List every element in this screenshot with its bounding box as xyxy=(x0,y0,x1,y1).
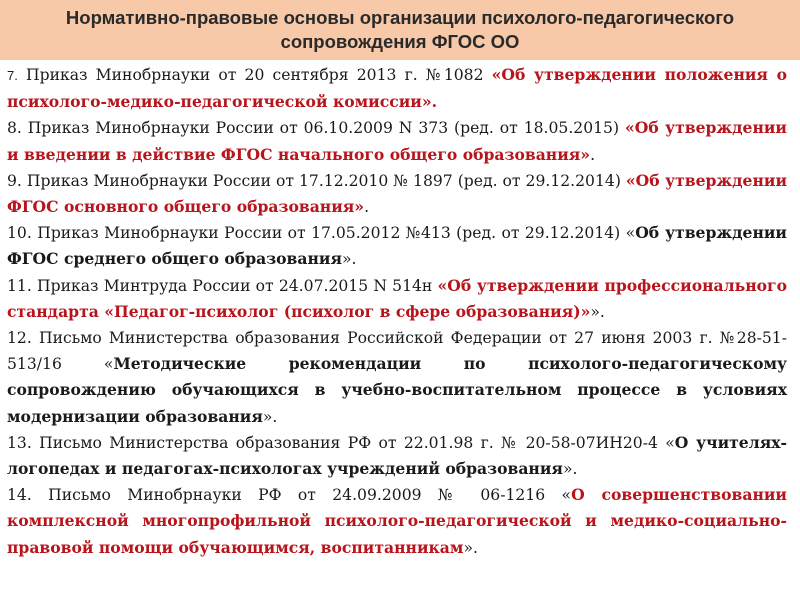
item-title: Методические рекомендации по психолого-педагогическому сопровождению обучающихся в учебно-воспитательном процессе в условиях модернизации образования xyxy=(7,354,787,426)
list-item-11 xyxy=(7,273,787,325)
item-text: Приказ Минобрнауки России от 17.12.2010 № 1897 (ред. от 29.12.2014) xyxy=(21,171,626,190)
item-suffix: ». xyxy=(342,250,357,269)
item-text: Приказ Минобрнауки России от 17.05.2012 №413 (ред. от 29.12.2014) « xyxy=(31,224,636,243)
item-number: 9. xyxy=(7,171,22,190)
item-text: Приказ Минобрнауки России от 06.10.2009 N 373 (ред. от 18.05.2015) xyxy=(21,119,625,138)
item-suffix: . xyxy=(590,145,596,164)
item-text: Приказ Минобрнауки от 20 сентября 2013 г. №1082 xyxy=(17,66,492,84)
slide-title-line-2: сопровождения ФГОС ОО xyxy=(280,31,520,52)
list-item-13 xyxy=(7,430,787,482)
item-number: 13. xyxy=(7,433,32,452)
list-item-9 xyxy=(7,168,787,220)
item-suffix: ». xyxy=(590,302,605,321)
slide-title xyxy=(30,6,770,54)
item-number: 11. xyxy=(7,276,32,295)
slide-title-line-1: Нормативно-правовые основы организации психолого-педагогического xyxy=(65,7,735,28)
item-number: 10. xyxy=(7,224,32,243)
item-title: «Об утверждении ФГОС основного общего образования» xyxy=(7,170,788,217)
item-suffix: . xyxy=(364,198,370,217)
item-number: 12. xyxy=(7,329,32,348)
item-suffix: ». xyxy=(463,538,478,557)
item-text: Письмо Минобрнауки РФ от 24.09.2009 № 06-1216 « xyxy=(31,486,572,505)
item-suffix: ». xyxy=(562,460,578,479)
document-list xyxy=(7,62,787,561)
item-number: 14. xyxy=(7,486,32,505)
item-text: Приказ Минтруда России от 24.07.2015 N 514н xyxy=(31,276,438,295)
item-text: Письмо Министерства образования РФ от 22.01.98 г. № 20-58-07ИН20-4 « xyxy=(31,433,675,452)
list-item-12 xyxy=(7,325,787,430)
item-title: Об утверждении ФГОС среднего общего образования xyxy=(7,223,787,269)
item-number: 7. xyxy=(7,68,18,83)
list-item-8 xyxy=(7,115,787,167)
item-number: 8. xyxy=(7,119,22,138)
item-title: «Об утверждении профессионального стандарта «Педагог-психолог (психолог в сфере образования)» xyxy=(7,275,787,321)
item-title: О учителях-логопедах и педагогах-психологах учреждений образования xyxy=(7,432,788,479)
item-title: «Об утверждении и введении в действие ФГОС начального общего образования» xyxy=(7,118,788,164)
list-item-7 xyxy=(7,62,787,115)
item-title: «Об утверждении положения о психолого-медико-педагогической комиссии». xyxy=(7,65,787,112)
list-item-14 xyxy=(7,482,787,561)
item-text: Письмо Министерства образования Российской Федерации от 27 июня 2003 г. №28-51-513/16 « xyxy=(7,329,787,374)
list-item-10 xyxy=(7,220,787,272)
slide-header xyxy=(0,0,800,60)
item-title: О совершенствовании комплексной многопрофильной психолого-педагогической и медико-социально-правовой помощи обучающимся, воспитанникам xyxy=(7,485,787,557)
item-suffix: ». xyxy=(262,407,278,426)
